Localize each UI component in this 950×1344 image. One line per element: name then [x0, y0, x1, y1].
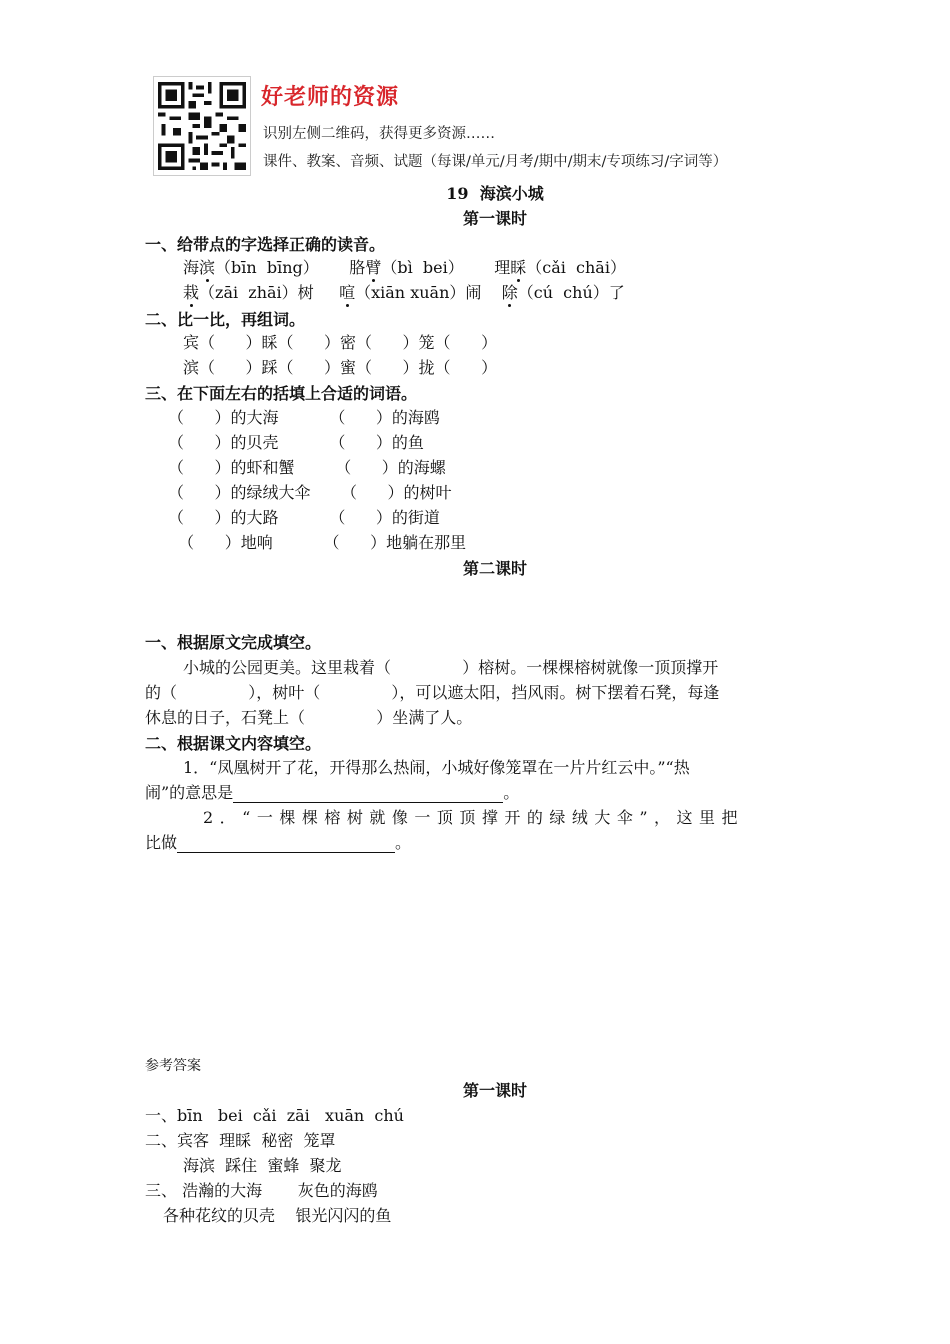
period: 。 — [503, 783, 520, 802]
item1-line-a: 1．“凤凰树开了花，开得那么热闹，小城好像笼罩在一片片红云中。”“热 — [183, 758, 690, 777]
answer-2-line-1: 二、宾客 理睬 秘密 笼罩 — [145, 1131, 336, 1150]
answer-2-line-2: 海滨 踩住 蜜蜂 聚龙 — [183, 1156, 342, 1175]
lesson1-heading: 第一课时 — [462, 209, 527, 228]
fill-row: （ ）的绿绒大伞 （ ）的树叶 — [168, 483, 452, 502]
pinyin-options: （cǎi chāi） — [526, 258, 626, 277]
item1-prefix: 闹”的意思是 — [145, 783, 234, 802]
dotted-char: 栽 — [183, 283, 200, 302]
fill-row: （ ）的大路 （ ）的街道 — [168, 508, 440, 527]
dotted-char: 臂 — [365, 258, 382, 277]
fill-row: （ ）地响 （ ）地躺在那里 — [168, 533, 467, 552]
dotted-char: 滨 — [199, 258, 216, 277]
document-title: 19 海滨小城 — [446, 184, 544, 203]
dotted-char: 除 — [501, 283, 518, 302]
compare-row-1: 宾（ ）睬（ ）密（ ）笼（ ） — [183, 333, 498, 352]
pinyin-options: （zāi zhāi）树 — [199, 283, 314, 302]
item2-line-b — [145, 833, 411, 853]
l2-q1-title: 一、根据原文完成填空。 — [145, 633, 322, 652]
answer-blank[interactable] — [177, 835, 395, 853]
lesson2-heading: 第二课时 — [462, 559, 527, 578]
dotted-char: 喧 — [339, 283, 356, 302]
fill-row: （ ）的大海 （ ）的海鸥 — [168, 408, 440, 427]
char: 理 — [494, 258, 511, 277]
q2-title: 二、比一比，再组词。 — [145, 310, 306, 329]
pinyin-options: （cú chú）了 — [517, 283, 625, 302]
pinyin-row-1 — [183, 258, 626, 278]
resource-banner — [153, 76, 813, 178]
answer-3-line-1: 三、 浩瀚的大海 灰色的海鸥 — [145, 1181, 378, 1200]
item2-prefix: 比做 — [145, 833, 178, 852]
pinyin-row-2 — [183, 283, 625, 303]
char: 胳 — [349, 258, 366, 277]
pinyin-options: （bì bei） — [381, 258, 464, 277]
answer-3-line-2: 各种花纹的贝壳 银光闪闪的鱼 — [163, 1206, 392, 1225]
passage-line-3: 休息的日子，石凳上（ ）坐满了人。 — [145, 708, 473, 727]
q1-title: 一、给带点的字选择正确的读音。 — [145, 235, 386, 254]
passage-line-2: 的（ ），树叶（ ），可以遮太阳，挡风雨。树下摆着石凳，每逢 — [145, 683, 720, 702]
banner-tagline: 识别左侧二维码，获得更多资源…… — [263, 126, 495, 142]
answers-heading: 第一课时 — [462, 1081, 527, 1100]
dotted-char: 睬 — [510, 258, 527, 277]
char: 海 — [183, 258, 200, 277]
pinyin-options: （bīn bīng） — [215, 258, 319, 277]
item1-line-b — [145, 783, 519, 803]
answer-blank[interactable] — [233, 785, 503, 803]
answer-1: 一、bīn bei cǎi zāi xuān chú — [145, 1106, 404, 1125]
l2-q2-title: 二、根据课文内容填空。 — [145, 734, 322, 753]
answers-label: 参考答案 — [145, 1058, 201, 1074]
passage-line-1: 小城的公园更美。这里栽着（ ）榕树。一棵棵榕树就像一顶顶撑开 — [183, 658, 719, 677]
pinyin-options: （xiān xuān）闹 — [355, 283, 482, 302]
item2-line-a: 2．“一棵棵榕树就像一顶顶撑开的绿绒大伞”，这里把 — [203, 808, 745, 827]
banner-categories: 课件、教案、音频、试题（每课/单元/月考/期中/期末/专项练习/字词等） — [263, 154, 728, 170]
compare-row-2: 滨（ ）踩（ ）蜜（ ）拢（ ） — [183, 358, 498, 377]
brand-title: 好老师的资源 — [261, 85, 400, 110]
q3-title: 三、在下面左右的括填上合适的词语。 — [145, 384, 418, 403]
fill-row: （ ）的虾和蟹 （ ）的海螺 — [168, 458, 446, 477]
period: 。 — [395, 833, 412, 852]
qr-code-icon — [153, 76, 251, 176]
fill-row: （ ）的贝壳 （ ）的鱼 — [168, 433, 424, 452]
